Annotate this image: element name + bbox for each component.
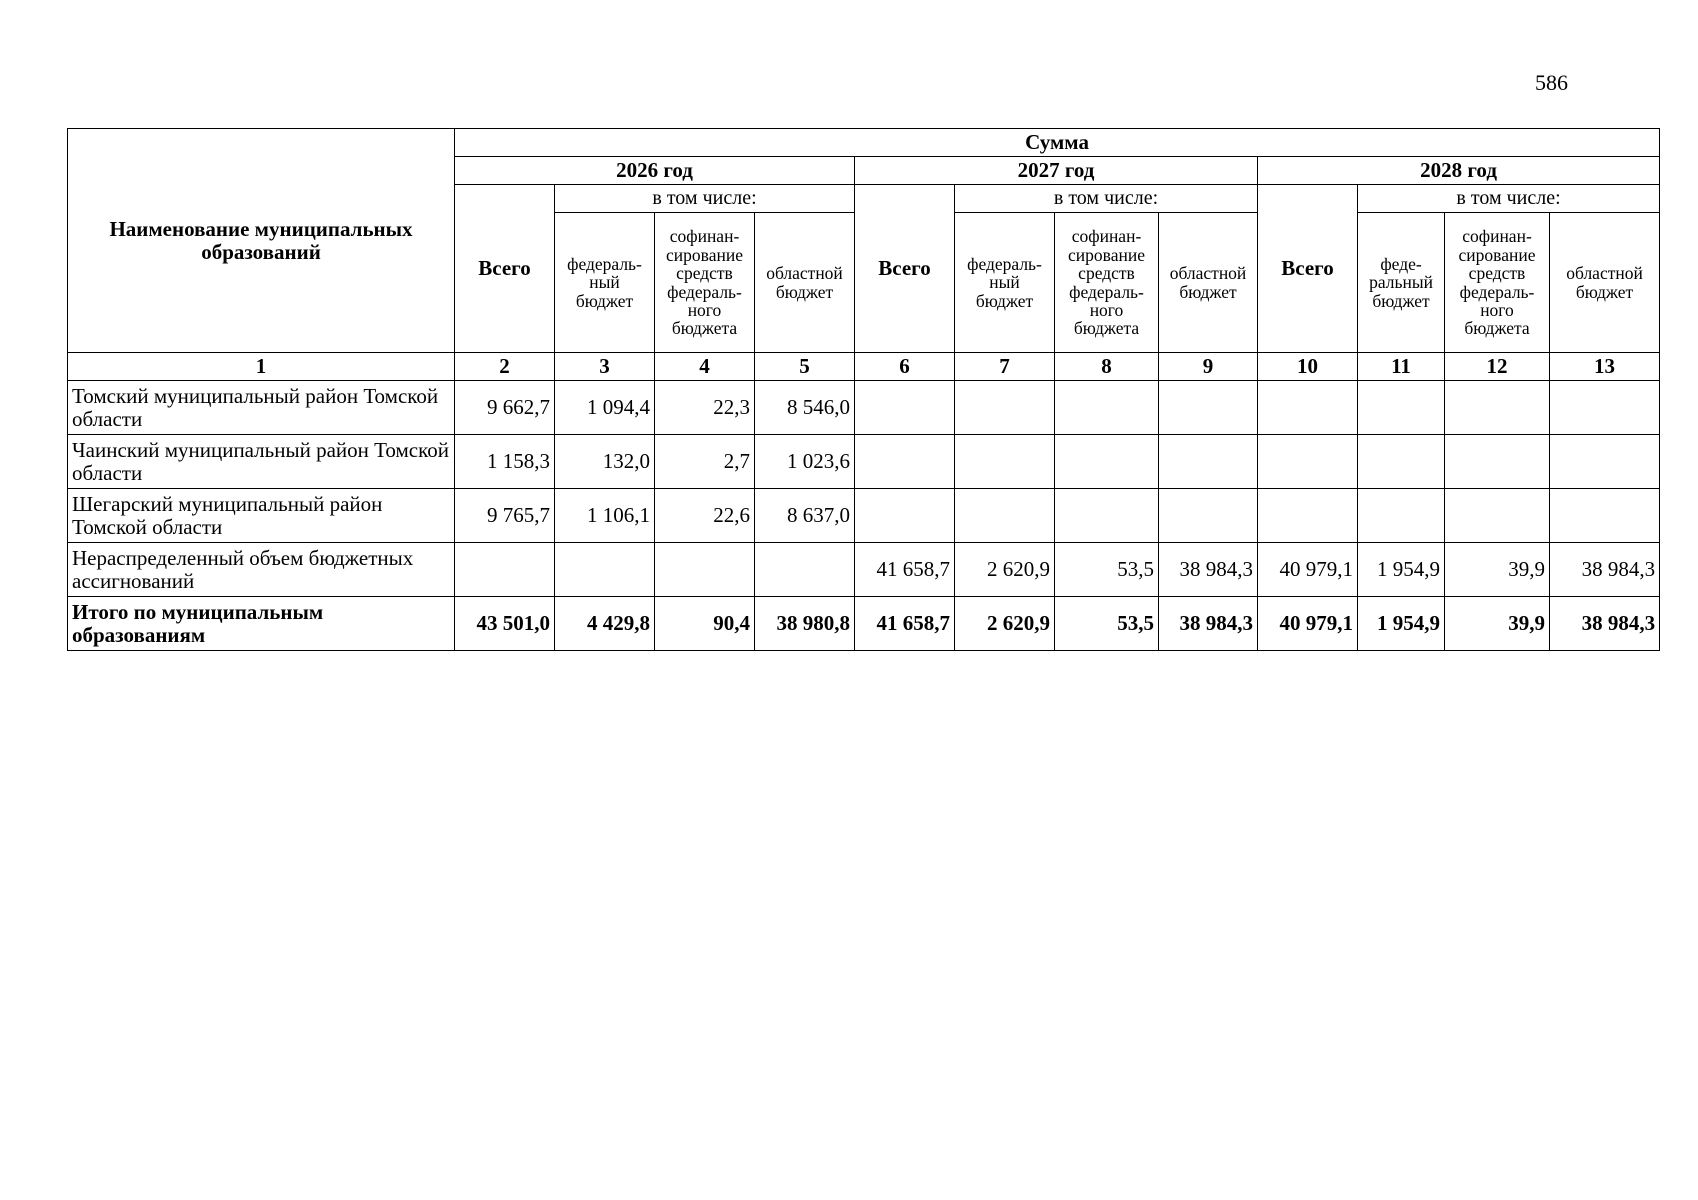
column-number: 11 [1358,353,1445,381]
header-cofinancing-2026: софинан-сирование средств федераль-ного бюджета [655,213,755,353]
cell-value [1159,489,1258,543]
cell-value: 1 954,9 [1358,543,1445,597]
cell-value [1445,435,1550,489]
total-value: 38 980,8 [755,597,855,651]
cell-value [1055,435,1159,489]
cell-value [755,543,855,597]
header-cofinancing-2028: софинан-сирование средств федераль-ного бюджета [1445,213,1550,353]
header-sum: Сумма [455,129,1660,157]
cell-value: 9 765,7 [455,489,555,543]
header-including-2027: в том числе: [955,185,1258,213]
cell-value: 2,7 [655,435,755,489]
column-number: 9 [1159,353,1258,381]
total-value: 43 501,0 [455,597,555,651]
cell-value [1055,381,1159,435]
total-label: Итого по муниципальным образованиям [68,597,455,651]
cell-value [1550,489,1660,543]
column-number: 1 [68,353,455,381]
total-value: 90,4 [655,597,755,651]
cell-value [1159,435,1258,489]
cell-value: 40 979,1 [1258,543,1358,597]
header-year-2028: 2028 год [1258,157,1660,185]
header-including-2028: в том числе: [1358,185,1660,213]
budget-table [67,128,1660,651]
column-number: 4 [655,353,755,381]
header-total-2027: Всего [855,185,955,353]
municipality-name: Нераспределенный объем бюджетных ассигнований [68,543,455,597]
cell-value: 2 620,9 [955,543,1055,597]
table-row [68,543,1660,597]
cell-value: 8 546,0 [755,381,855,435]
cell-value [655,543,755,597]
column-number: 12 [1445,353,1550,381]
cell-value: 1 106,1 [555,489,655,543]
total-value: 1 954,9 [1358,597,1445,651]
header-federal-2027: федераль-ный бюджет [955,213,1055,353]
cell-value: 41 658,7 [855,543,955,597]
cell-value: 22,3 [655,381,755,435]
cell-value [1445,489,1550,543]
header-regional-2027: областной бюджет [1159,213,1258,353]
column-number: 10 [1258,353,1358,381]
total-value: 41 658,7 [855,597,955,651]
total-value: 38 984,3 [1159,597,1258,651]
header-federal-2026: федераль-ный бюджет [555,213,655,353]
cell-value [955,489,1055,543]
header-total-2026: Всего [455,185,555,353]
cell-value: 38 984,3 [1159,543,1258,597]
column-number: 8 [1055,353,1159,381]
cell-value [855,435,955,489]
cell-value: 8 637,0 [755,489,855,543]
column-number-row [68,353,1660,381]
cell-value [1358,435,1445,489]
cell-value [455,543,555,597]
cell-value [955,435,1055,489]
header-regional-2026: областной бюджет [755,213,855,353]
municipality-name: Чаинский муниципальный район Томской области [68,435,455,489]
header-municipality-name: Наименование муниципальных образований [68,129,455,353]
cell-value [1445,381,1550,435]
table-row [68,435,1660,489]
column-number: 2 [455,353,555,381]
total-value: 2 620,9 [955,597,1055,651]
cell-value: 9 662,7 [455,381,555,435]
cell-value: 22,6 [655,489,755,543]
cell-value [1550,381,1660,435]
cell-value [1258,435,1358,489]
total-value: 53,5 [1055,597,1159,651]
cell-value [1358,381,1445,435]
cell-value [855,381,955,435]
cell-value: 38 984,3 [1550,543,1660,597]
cell-value: 132,0 [555,435,655,489]
header-federal-2028: феде-ральный бюджет [1358,213,1445,353]
header-regional-2028: областной бюджет [1550,213,1660,353]
header-total-2028: Всего [1258,185,1358,353]
cell-value [1258,381,1358,435]
total-row [68,597,1660,651]
cell-value: 1 094,4 [555,381,655,435]
total-value: 39,9 [1445,597,1550,651]
column-number: 6 [855,353,955,381]
cell-value: 39,9 [1445,543,1550,597]
total-value: 4 429,8 [555,597,655,651]
header-cofinancing-2027: софинан-сирование средств федераль-ного бюджета [1055,213,1159,353]
cell-value [855,489,955,543]
cell-value [1258,489,1358,543]
table-row [68,381,1660,435]
cell-value [555,543,655,597]
cell-value [1358,489,1445,543]
table-row [68,489,1660,543]
column-number: 5 [755,353,855,381]
header-year-2026: 2026 год [455,157,855,185]
cell-value: 53,5 [1055,543,1159,597]
cell-value: 1 158,3 [455,435,555,489]
column-number: 3 [555,353,655,381]
total-value: 38 984,3 [1550,597,1660,651]
cell-value: 1 023,6 [755,435,855,489]
cell-value [1550,435,1660,489]
cell-value [1055,489,1159,543]
column-number: 7 [955,353,1055,381]
cell-value [1159,381,1258,435]
page-number: 586 [1535,70,1568,95]
municipality-name: Шегарский муниципальный район Томской области [68,489,455,543]
municipality-name: Томский муниципальный район Томской области [68,381,455,435]
cell-value [955,381,1055,435]
header-including-2026: в том числе: [555,185,855,213]
header-year-2027: 2027 год [855,157,1258,185]
total-value: 40 979,1 [1258,597,1358,651]
column-number: 13 [1550,353,1660,381]
